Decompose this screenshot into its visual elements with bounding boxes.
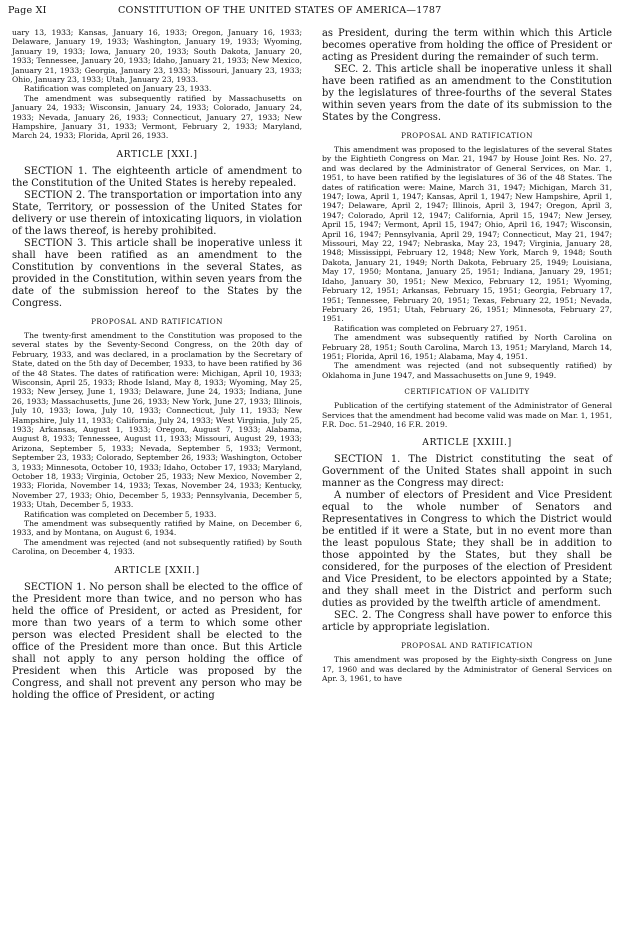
article-22-subsequent-ratification: The amendment was subsequently ratified by North Carolina on February 28, 1951; South Carolina, March 13, 1951; Maryland, March 14, 1951; Florida, April 16, 1951; Alabama, May 4, 1951. bbox=[322, 333, 612, 361]
article-22-section-1-continued: as President, during the term within which this Article becomes operative from holding the office of President or acting as President during the remainder of such term. bbox=[322, 28, 612, 63]
article-23-proposal-heading: PROPOSAL AND RATIFICATION bbox=[401, 641, 533, 651]
article-21-rejection: The amendment was rejected (and not subsequently ratified) by South Carolina, on December 4, 1933. bbox=[12, 537, 302, 557]
ratification-completed: Ratification was completed on January 23, 1933. bbox=[24, 84, 212, 94]
section-label: SECTION 3. bbox=[24, 237, 87, 249]
article-22-proposal-text: This amendment was proposed to the legislatures of the several States by the Eightieth Congress on Mar. 21, 1947 by House Joint Res. No. 27, and was declared by the Administrator of General Services, on Mar. 1, 1951, to have been ratified by the legislatures of 36 of the 48 States. The dates of ratification were: Maine, March 31, 1947; Michigan, March 31, 1947; Iowa, April 1, 1947; Kansas, April 1, 1947; New Hampshire, April 1, 1947; Delaware, April 2, 1947; Illinois, April 3, 1947; Oregon, April 3, 1947; Colorado, April 12, 1947; California, April 15, 1947; New Jersey, April 15, 1947; Vermont, April 15, 1947; Ohio, April 16, 1947; Wisconsin, April 16, 1947; Pennsylvania, April 29, 1947; Connecticut, May 21, 1947; Missouri, May 22, 1947; Nebraska, May 23, 1947; Virginia, January 28, 1948; Mississippi, February 12, 1948; New York, March 9, 1948; South Dakota, January 21, 1949; North Dakota, February 25, 1949; Louisiana, May 17, 1950; Montana, January 25, 1951; Indiana, January 29, 1951; Idaho, January 30, 1951; New Mexico, February 12, 1951; Wyoming, February 12, 1951; Arkansas, February 15, 1951; Georgia, February 17, 1951; Tennessee, February 20, 1951; Texas, February 22, 1951; Nevada, February 26, 1951; Utah, February 26, 1951; Minnesota, February 27, 1951. bbox=[322, 145, 612, 324]
article-22-rejection: The amendment was rejected (and not subsequently ratified) by Oklahoma in June 1947, and Massachusetts on June 9, 1949. bbox=[322, 361, 612, 380]
section-label: SECTION 1. bbox=[334, 454, 401, 466]
running-title: CONSTITUTION OF THE UNITED STATES OF AMERICA—1787 bbox=[118, 5, 442, 16]
article-23-proposal-text: This amendment was proposed by the Eighty-sixth Congress on June 17, 1960 and was declared by the Administrator of General Services on Apr. 3, 1961, to have bbox=[322, 655, 612, 684]
section-label: SECTION 1. bbox=[24, 165, 88, 177]
article-21-section-1 bbox=[12, 166, 302, 190]
certification-text: Publication of the certifying statement of the Administrator of General Services that the amendment had become valid was made on Mar. 1, 1951, F.R. Doc. 51–2940, 16 F.R. 2019. bbox=[322, 401, 612, 429]
right-column bbox=[322, 28, 612, 684]
article-22-section-1 bbox=[12, 582, 302, 702]
article-21-section-2 bbox=[12, 190, 302, 238]
certification-heading: CERTIFICATION OF VALIDITY bbox=[404, 387, 530, 397]
page-header bbox=[8, 5, 616, 21]
article-21-heading: ARTICLE [XXI.] bbox=[116, 148, 198, 160]
section-text: The Congress shall have power to enforce this article by appropriate legislation. bbox=[322, 610, 613, 634]
section-label: SEC. 2. bbox=[334, 64, 372, 75]
article-21-proposal-text: The twenty-first amendment to the Constitution was proposed to the several states by the Seventy-Second Congress, on the 20th day of February, 1933, and was declared, in a proclamation by the Secretary of State, dated on the 5th day of December, 1933, to have been ratified by 36 of the 48 States. The dates of ratification were: Michigan, April 10, 1933; Wisconsin, April 25, 1933; Rhode Island, May 8, 1933; Wyoming, May 25, 1933; New Jersey, June 1, 1933; Delaware, June 24, 1933; Indiana, June 26, 1933; Massachusetts, June 26, 1933; New York, June 27, 1933; Illinois, July 10, 1933; Iowa, July 10, 1933; Connecticut, July 11, 1933; New Hampshire, July 11, 1933; California, July 24, 1933; West Virginia, July 25, 1933; Arkansas, August 1, 1933; Oregon, August 7, 1933; Alabama, August 8, 1933; Tennessee, August 11, 1933; Missouri, August 29, 1933; Arizona, September 5, 1933; Nevada, September 5, 1933; Vermont, September 23, 1933; Colorado, September 26, 1933; Washington, October 3, 1933; Minnesota, October 10, 1933; Idaho, October 17, 1933; Maryland, October 18, 1933; Virginia, October 25, 1933; New Mexico, November 2, 1933; Florida, November 14, 1933; Texas, November 24, 1933; Kentucky, November 27, 1933; Ohio, December 5, 1933; Pennsylvania, December 5, 1933; Utah, December 5, 1933. bbox=[12, 330, 302, 510]
section-text: No person shall be elected to the office of the President more than twice, and no person who has held the office of President, or acted as President, for more than two years of a term to which some other person was elected President shall be elected to the office of the President more than once. But this Article shall not apply to any person holding the office of President when this Article was proposed by the Congress, and shall not prevent any person who may be holding the office of President, or acting bbox=[12, 581, 302, 701]
article-22-section-2 bbox=[322, 64, 612, 124]
left-column bbox=[12, 28, 302, 702]
subsequent-ratification: The amendment was subsequently ratified by Massachusetts on January 24, 1933; Wisconsin, January 24, 1933; Colorado, January 24, 1933; Nevada, January 26, 1933; Connecticut, January 27, 1933; New Hampshire, January 31, 1933; Vermont, February 2, 1933; Maryland, March 24, 1933; Florida, April 26, 1933. bbox=[12, 93, 302, 141]
section-text: The District constituting the seat of Government of the United States shall appoint in such manner as the Congress may direct: bbox=[322, 454, 612, 490]
section-text: This article shall be inoperative unless it shall have been ratified as an amendment to the Constitution by conventions in the several States, as provided in the Constitution, within seven years from the date of the submission hereof to the States by the Congress. bbox=[12, 237, 302, 309]
page-number: Page XI bbox=[8, 5, 47, 16]
article-21-ratification-completed: Ratification was completed on December 5, 1933. bbox=[24, 509, 217, 519]
article-23-section-1 bbox=[322, 454, 612, 490]
ratification-dates-continued: uary 13, 1933; Kansas, January 16, 1933; Oregon, January 16, 1933; Delaware, January 19, 1933; Washington, January 19, 1933; Wyoming, January 19, 1933; Iowa, January 20, 1933; South Dakota, January 20, 1933; Tennessee, January 20, 1933; Idaho, January 21, 1933; New Mexico, January 21, 1933; Georgia, January 23, 1933; Missouri, January 23, 1933; Ohio, January 23, 1933; Utah, January 23, 1933. bbox=[12, 28, 302, 85]
section-text: The transportation or importation into any State, Territory, or possession of the United States for delivery or use therein of intoxicating liquors, in violation of the laws thereof, is hereby prohibited. bbox=[12, 189, 303, 237]
article-23-section-1-clause: A number of electors of President and Vice President equal to the whole number of Senators and Representatives in Congress to which the District would be entitled if it were a State, but in no event more than the least populous State; they shall be in addition to those appointed by the States, but they shall be considered, for the purposes of the election of President and Vice President, to be electors appointed by a State; and they shall meet in the District and perform such duties as provided by the twelfth article of amendment. bbox=[322, 490, 612, 610]
article-22-ratification-completed: Ratification was completed on February 27, 1951. bbox=[334, 323, 527, 333]
article-23-section-2 bbox=[322, 610, 612, 634]
article-21-proposal-heading: PROPOSAL AND RATIFICATION bbox=[91, 316, 223, 326]
article-23-heading: ARTICLE [XXIII.] bbox=[422, 437, 512, 449]
section-label: SECTION 1. bbox=[24, 581, 86, 593]
section-text: The eighteenth article of amendment to the Constitution of the United States is hereby repealed. bbox=[12, 165, 303, 189]
section-text: This article shall be inoperative unless it shall have been ratified as an amendment to the Constitution by the legislatures of three-fourths of the several States within seven years from the date of its submission to the States by the Congress. bbox=[322, 64, 612, 123]
section-label: SECTION 2. bbox=[24, 189, 86, 201]
section-label: SEC. 2. bbox=[334, 610, 372, 622]
article-21-subsequent-ratification: The amendment was subsequently ratified by Maine, on December 6, 1933, and by Montana, on August 6, 1934. bbox=[12, 519, 302, 538]
article-21-section-3 bbox=[12, 238, 302, 310]
article-22-proposal-heading: PROPOSAL AND RATIFICATION bbox=[401, 131, 533, 140]
article-22-heading: ARTICLE [XXII.] bbox=[114, 564, 200, 576]
